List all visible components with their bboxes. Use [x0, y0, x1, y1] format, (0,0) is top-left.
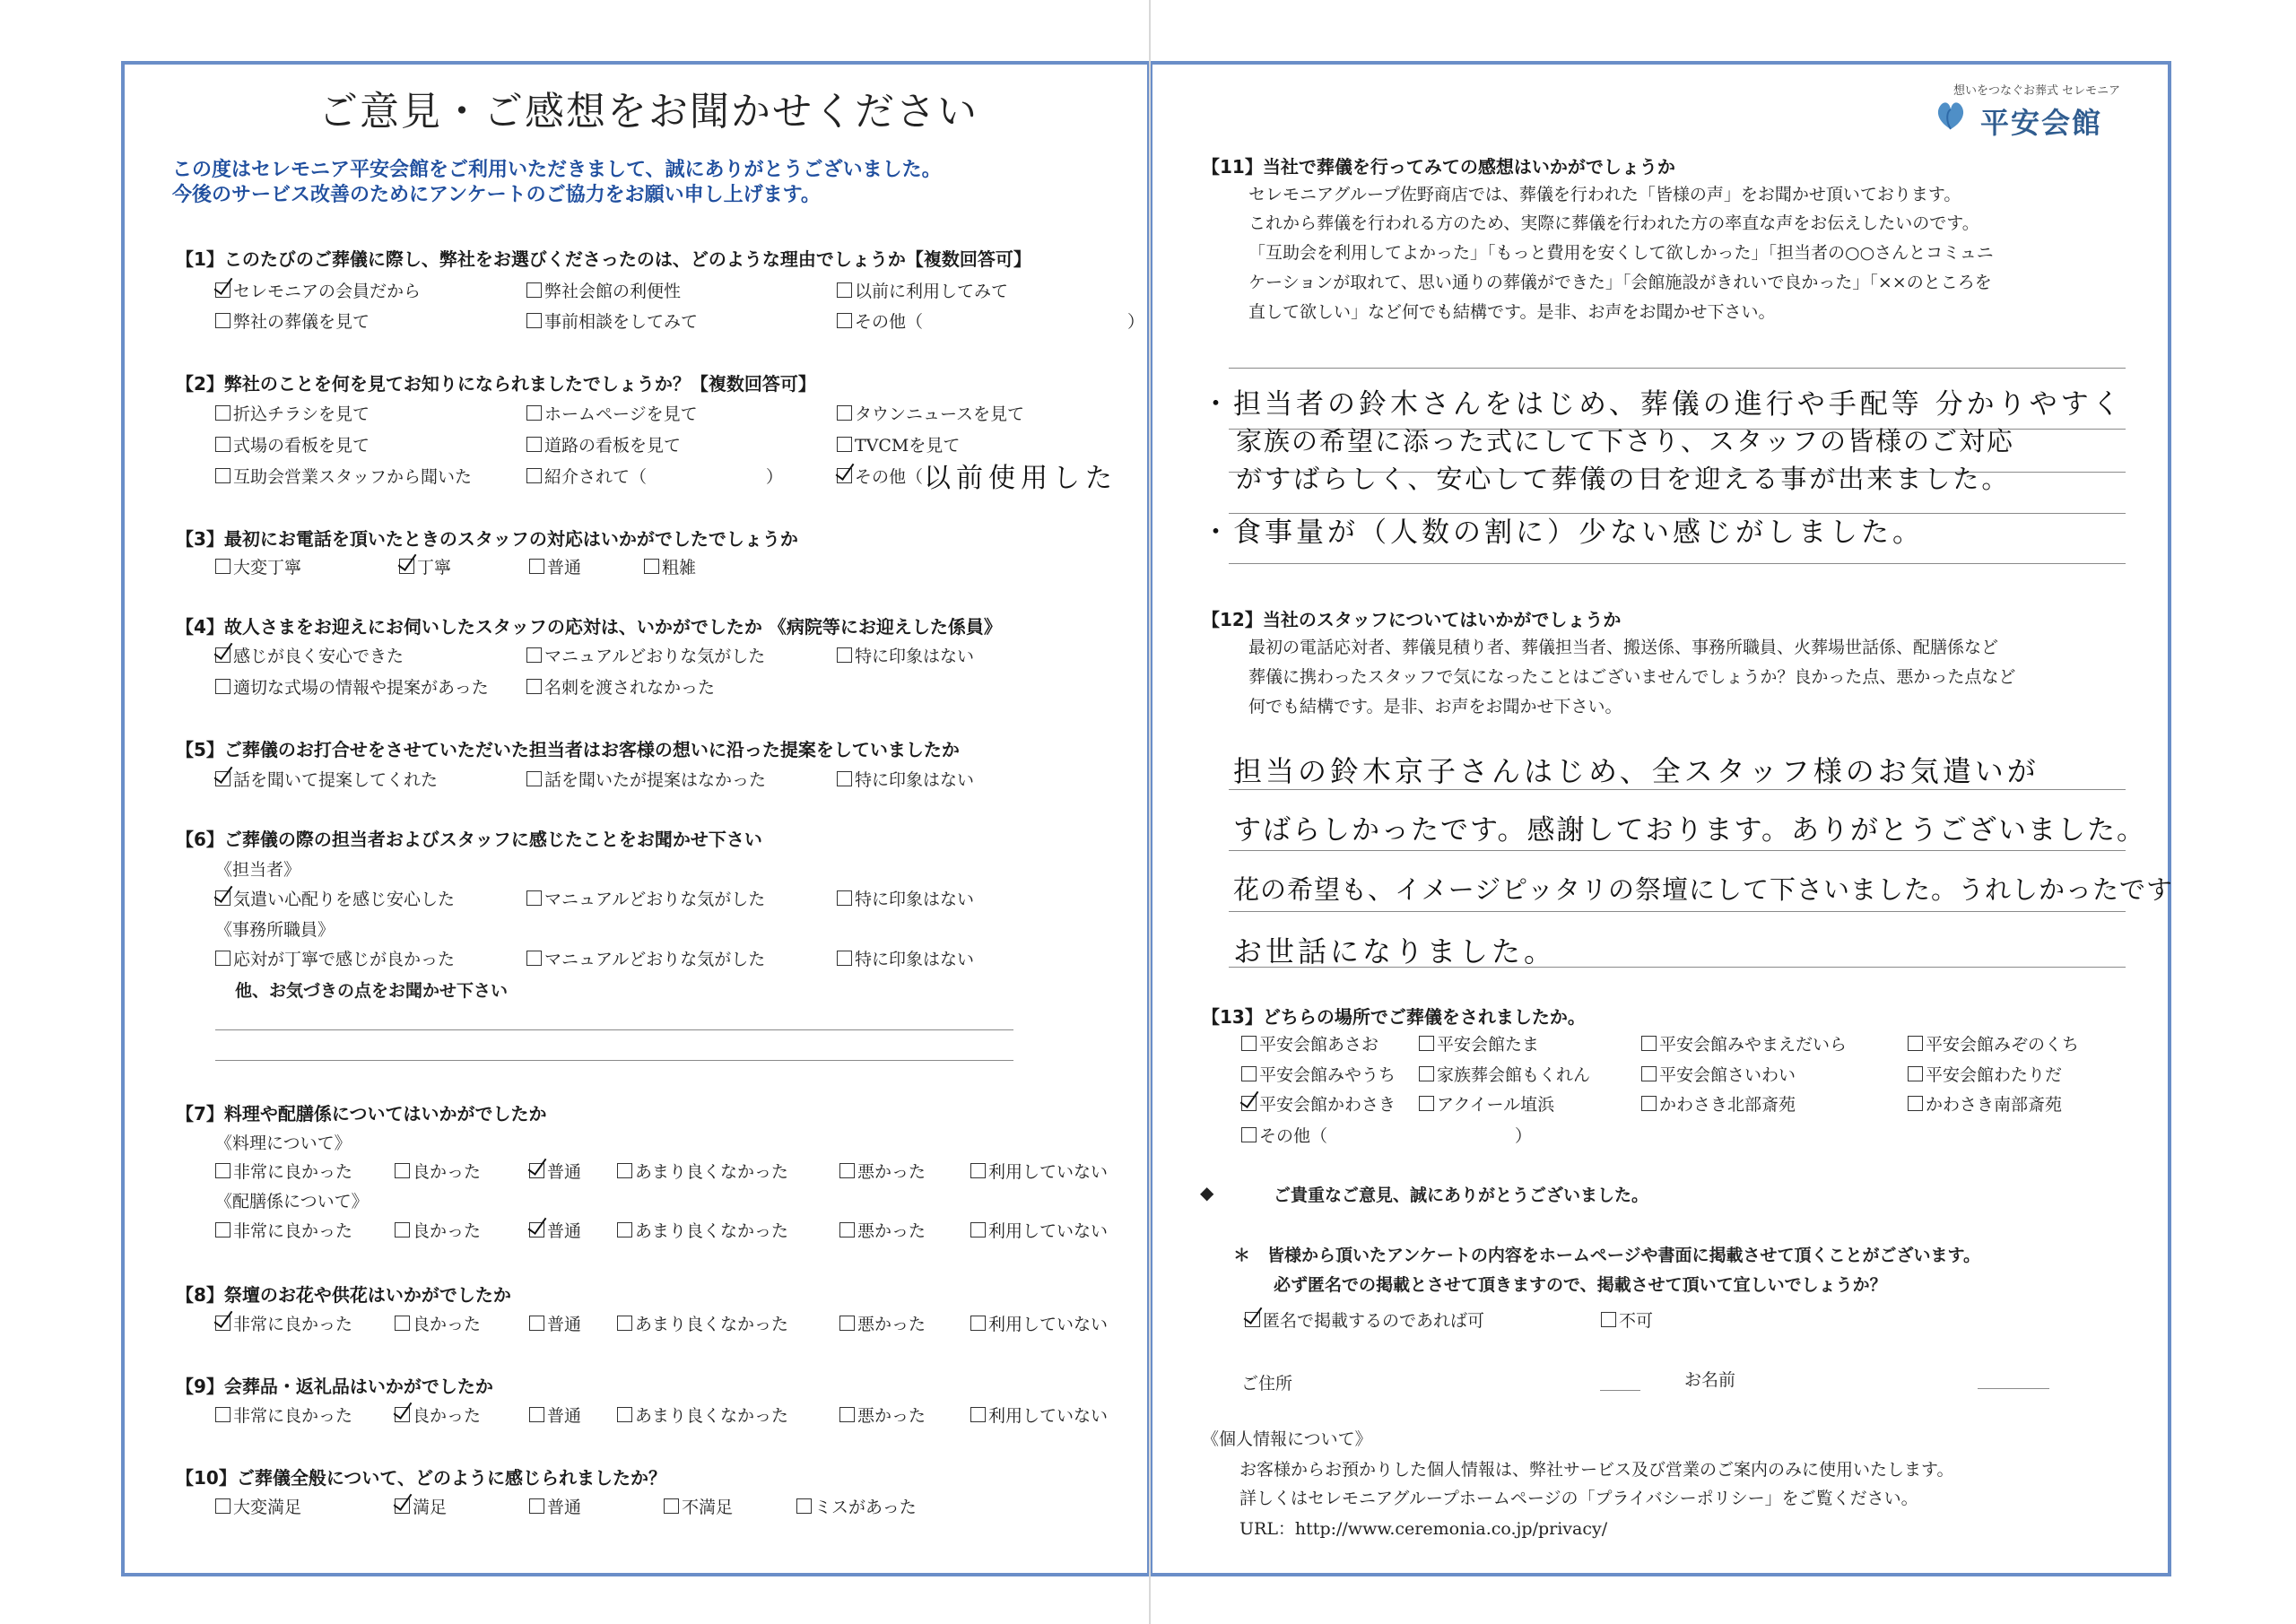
- consent-line-2: 必ず匿名での掲載とさせて頂きますので、掲載させて頂いて宜しいでしょうか？: [1274, 1275, 1887, 1295]
- checkbox-checked[interactable]: [837, 468, 852, 483]
- q11-handwritten-3: がすばらしく、安心して葬儀の日を迎える事が出来ました。: [1236, 464, 2011, 494]
- q8-option-normal[interactable]: 普通: [529, 1311, 581, 1335]
- checkbox[interactable]: [215, 313, 230, 328]
- q6-office-option-no-impression[interactable]: 特に印象はない: [837, 946, 974, 970]
- q11-handwritten-4: ・食事量が（人数の割に）少ない感じがしました。: [1202, 517, 1924, 549]
- checkbox[interactable]: [526, 282, 542, 298]
- q10-option-unsatisfied[interactable]: 不満足: [664, 1494, 733, 1518]
- q2-option-hall-sign[interactable]: 式場の看板を見て: [215, 432, 370, 456]
- q7-food-option-normal[interactable]: 普通: [529, 1159, 581, 1183]
- intro-line-2: 今後のサービス改善のためにアンケートのご協力をお願い申し上げます。: [172, 184, 821, 206]
- checkbox[interactable]: [529, 559, 544, 574]
- checkbox[interactable]: [526, 771, 542, 786]
- checkbox[interactable]: [526, 468, 542, 483]
- checkbox[interactable]: [617, 1316, 632, 1331]
- q13-option-other[interactable]: その他（ ）: [1241, 1123, 1532, 1147]
- q11-body-1: セレモニアグループ佐野商店では、葬儀を行われた「皆様の声」をお聞かせ頂いております。: [1248, 185, 1961, 204]
- checkbox[interactable]: [1641, 1096, 1657, 1111]
- checkbox[interactable]: [529, 1316, 544, 1331]
- q13-option-kawasaki[interactable]: 平安会館かわさき: [1241, 1091, 1396, 1116]
- q9-option-not-used[interactable]: 利用していない: [970, 1403, 1108, 1427]
- checkbox[interactable]: [837, 405, 852, 421]
- checkbox[interactable]: [796, 1498, 812, 1514]
- q2-option-homepage[interactable]: ホームページを見て: [526, 401, 698, 425]
- checkbox[interactable]: [837, 647, 852, 663]
- q2-option-sales-staff[interactable]: 互助会営業スタッフから聞いた: [215, 464, 472, 488]
- q5-label: 【5】ご葬儀のお打合せをさせていただいた担当者はお客様の想いに沿った提案をしていましたか: [176, 739, 960, 760]
- privacy-line-1: お客様からお預かりした個人情報は、弊社サービス及び営業のご案内のみに使用いたします。: [1239, 1460, 1954, 1480]
- checkbox[interactable]: [395, 1316, 410, 1331]
- checkbox[interactable]: [1419, 1036, 1434, 1051]
- q2-option-referral[interactable]: 紹介されて（ ）: [526, 464, 783, 488]
- page-title: ご意見・ご感想をお聞かせください: [318, 89, 978, 135]
- checkbox[interactable]: [970, 1163, 986, 1178]
- q10-option-mistake[interactable]: ミスがあった: [796, 1494, 917, 1518]
- q13-option-nanbu[interactable]: かわさき南部斎苑: [1908, 1091, 2062, 1116]
- consent-option-no[interactable]: 不可: [1601, 1307, 1653, 1332]
- q5-option-no-suggestion[interactable]: 話を聞いたが提案はなかった: [526, 767, 766, 791]
- q13-option-tama[interactable]: 平安会館たま: [1419, 1031, 1539, 1055]
- q13-option-hokubu[interactable]: かわさき北部斎苑: [1641, 1091, 1796, 1116]
- q6-staff-option-reassured[interactable]: 気遣い心配りを感じ安心した: [215, 886, 455, 910]
- name-label: お名前: [1684, 1370, 1736, 1390]
- checkbox[interactable]: [839, 1316, 855, 1331]
- privacy-line-2: 詳しくはセレモニアグループホームページの「プライバシーポリシー」をご覧ください。: [1239, 1489, 1918, 1508]
- q13-option-mokuren[interactable]: 家族葬会館もくれん: [1419, 1062, 1590, 1086]
- q7-sub-serving: 《配膳係について》: [215, 1192, 369, 1211]
- checkbox[interactable]: [526, 313, 542, 328]
- q2-option-townnews[interactable]: タウンニュースを見て: [837, 401, 1024, 425]
- checkbox[interactable]: [1419, 1066, 1434, 1081]
- intro-line-1: この度はセレモニア平安会館をご利用いただきまして、誠にありがとうございました。: [172, 159, 942, 181]
- checkbox[interactable]: [1908, 1096, 1923, 1111]
- q11-handwritten-1: ・担当者の鈴木さんをはじめ、葬儀の進行や手配等 分かりやすく: [1202, 388, 2124, 421]
- q13-option-accueil[interactable]: アクイール埴浜: [1419, 1091, 1554, 1116]
- checkbox-checked[interactable]: [215, 771, 230, 786]
- q6-answer-line-2[interactable]: [215, 1060, 1013, 1061]
- q3-option-very-polite[interactable]: 大変丁寧: [215, 554, 301, 578]
- logo-icon: [1933, 99, 1969, 131]
- q13-option-miyauchi[interactable]: 平安会館みやうち: [1241, 1062, 1396, 1086]
- checkbox[interactable]: [215, 1407, 230, 1422]
- checkbox-checked[interactable]: [215, 1316, 230, 1331]
- q8-option-good[interactable]: 良かった: [395, 1311, 481, 1335]
- q12-label: 【12】当社のスタッフについてはいかがでしょうか: [1202, 609, 1622, 630]
- q5-option-no-impression[interactable]: 特に印象はない: [837, 767, 974, 791]
- q7-food-option-not-good[interactable]: あまり良くなかった: [617, 1159, 788, 1183]
- checkbox-checked[interactable]: [1245, 1312, 1260, 1327]
- q6-label: 【6】ご葬儀の際の担当者およびスタッフに感じたことをお聞かせ下さい: [176, 829, 762, 850]
- q4-label: 【4】故人さまをお迎えにお伺いしたスタッフの応対は、いかがでしたか 《病院等にお迎えした係員》: [176, 616, 1002, 638]
- q4-option-no-impression[interactable]: 特に印象はない: [837, 643, 974, 667]
- checkbox[interactable]: [1241, 1036, 1257, 1051]
- checkbox[interactable]: [839, 1407, 855, 1422]
- q12-handwritten-3: 花の希望も、イメージピッタリの祭壇にして下さいました。うれしかったです: [1233, 874, 2173, 905]
- checkbox-checked[interactable]: [399, 559, 414, 574]
- checkbox[interactable]: [215, 559, 230, 574]
- q7-sub-food: 《料理について》: [215, 1133, 352, 1153]
- q1-option-previous[interactable]: 以前に利用してみて: [837, 278, 1008, 302]
- checkbox[interactable]: [526, 679, 542, 694]
- q3-option-polite[interactable]: 丁寧: [399, 554, 451, 578]
- q11-body-5: 直して欲しい」など何でも結構です。是非、お声をお聞かせ下さい。: [1248, 302, 1776, 322]
- checkbox[interactable]: [215, 951, 230, 966]
- address-label: ご住所: [1241, 1374, 1293, 1394]
- q1-option-consultation[interactable]: 事前相談をしてみて: [526, 308, 698, 333]
- q10-option-very-satisfied[interactable]: 大変満足: [215, 1494, 301, 1518]
- q3-label: 【3】最初にお電話を頂いたときのスタッフの対応はいかがでしたでしょうか: [176, 528, 798, 550]
- q8-option-very-good[interactable]: 非常に良かった: [215, 1311, 352, 1335]
- checkbox[interactable]: [526, 405, 542, 421]
- thanks-text: ご貴重なご意見、誠にありがとうございました。: [1274, 1185, 1649, 1205]
- q11-body-4: ケーションが取れて、思い通りの葬儀ができた」「会館施設がきれいで良かった」「××のところを: [1248, 273, 1992, 292]
- q9-label: 【9】会葬品・返礼品はいかがでしたか: [176, 1376, 493, 1397]
- q13-option-saiwai[interactable]: 平安会館さいわい: [1641, 1062, 1796, 1086]
- q3-option-rude[interactable]: 粗雑: [644, 554, 696, 578]
- q11-line-5[interactable]: [1229, 563, 2126, 564]
- q2-label: 【2】弊社のことを何を見てお知りになられましたでしょうか？【複数回答可】: [176, 373, 816, 395]
- checkbox[interactable]: [215, 679, 230, 694]
- q6-answer-line-1[interactable]: [215, 1029, 1013, 1030]
- checkbox[interactable]: [664, 1498, 679, 1514]
- q13-option-mizonokuchi[interactable]: 平安会館みぞのくち: [1908, 1031, 2079, 1055]
- consent-option-anonymous[interactable]: 匿名で掲載するのであれば可: [1245, 1307, 1484, 1332]
- checkbox[interactable]: [526, 890, 542, 906]
- q4-option-suggestion[interactable]: 適切な式場の情報や提案があった: [215, 674, 489, 699]
- q13-label: 【13】どちらの場所でご葬儀をされましたか。: [1202, 1006, 1586, 1028]
- checkbox[interactable]: [215, 1222, 230, 1238]
- q10-label: 【10】ご葬儀全般について、どのように感じられましたか？: [176, 1467, 667, 1489]
- checkbox[interactable]: [529, 1498, 544, 1514]
- q11-label: 【11】当社で葬儀を行ってみての感想はいかがでしょうか: [1202, 156, 1675, 178]
- q9-option-not-good[interactable]: あまり良くなかった: [617, 1403, 788, 1427]
- q11-body-3: 「互助会を利用してよかった」「もっと費用を安くして欲しかった」「担当者の○○さんとコミュニ: [1248, 243, 1994, 263]
- checkbox[interactable]: [970, 1316, 986, 1331]
- checkbox[interactable]: [215, 468, 230, 483]
- q12-handwritten-1: 担当の鈴木京子さんはじめ、全スタッフ様のお気遣いが: [1233, 754, 2039, 788]
- q6-sub-staff: 《担当者》: [215, 860, 301, 880]
- checkbox-checked[interactable]: [1241, 1096, 1257, 1111]
- q4-option-manual[interactable]: マニュアルどおりな気がした: [526, 643, 765, 667]
- checkbox[interactable]: [1641, 1036, 1657, 1051]
- checkbox[interactable]: [839, 1163, 855, 1178]
- q2-option-other[interactable]: その他（: [837, 464, 923, 488]
- checkbox[interactable]: [617, 1163, 632, 1178]
- q13-option-asao[interactable]: 平安会館あさお: [1241, 1031, 1378, 1055]
- q7-food-option-good[interactable]: 良かった: [395, 1159, 481, 1183]
- q4-option-reassuring[interactable]: 感じが良く安心できた: [215, 643, 404, 667]
- q6-sub-office: 《事務所職員》: [215, 920, 335, 940]
- q7-label: 【7】料理や配膳係についてはいかがでしたか: [176, 1103, 547, 1125]
- q13-option-miyamaedaira[interactable]: 平安会館みやまえだいら: [1641, 1031, 1847, 1055]
- privacy-title: 《個人情報について》: [1202, 1429, 1372, 1449]
- checkbox[interactable]: [526, 951, 542, 966]
- logo-tagline: 想いをつなぐお葬式 セレモニア: [1953, 84, 2121, 98]
- q12-body-2: 葬儀に携わったスタッフで気になったことはございませんでしょうか？良かった点、悪かった点など: [1248, 667, 2016, 687]
- checkbox[interactable]: [395, 1163, 410, 1178]
- checkbox-checked[interactable]: [529, 1222, 544, 1238]
- checkbox[interactable]: [617, 1407, 632, 1422]
- q4-option-no-card[interactable]: 名刺を渡されなかった: [526, 674, 715, 699]
- q13-option-wataride[interactable]: 平安会館わたりだ: [1908, 1062, 2062, 1086]
- q12-body-1: 最初の電話応対者、葬儀見積り者、葬儀担当者、搬送係、事務所職員、火葬場世話係、配膳係など: [1248, 638, 1999, 657]
- checkbox-checked[interactable]: [529, 1163, 544, 1178]
- q10-option-satisfied[interactable]: 満足: [395, 1494, 447, 1518]
- q9-option-very-good[interactable]: 非常に良かった: [215, 1403, 352, 1427]
- checkbox[interactable]: [1241, 1066, 1257, 1081]
- privacy-url[interactable]: URL：http://www.ceremonia.co.jp/privacy/: [1239, 1519, 1608, 1539]
- q6-staff-option-no-impression[interactable]: 特に印象はない: [837, 886, 974, 910]
- q1-option-saw-funeral[interactable]: 弊社の葬儀を見て: [215, 308, 370, 333]
- checkbox[interactable]: [215, 1498, 230, 1514]
- checkbox[interactable]: [970, 1407, 986, 1422]
- checkbox[interactable]: [1908, 1036, 1923, 1051]
- q8-label: 【8】祭壇のお花や供花はいかがでしたか: [176, 1284, 511, 1306]
- checkbox-checked[interactable]: [395, 1498, 410, 1514]
- checkbox[interactable]: [529, 1407, 544, 1422]
- checkbox-checked[interactable]: [395, 1407, 410, 1422]
- q12-body-3: 何でも結構です。是非、お声をお聞かせ下さい。: [1248, 697, 1622, 716]
- logo-name: 平安会館: [1980, 106, 2103, 140]
- q8-option-bad[interactable]: 悪かった: [839, 1311, 926, 1335]
- consent-line-1: ＊ 皆様から頂いたアンケートの内容をホームページや書面に掲載させて頂くことがございます。: [1233, 1246, 1980, 1265]
- q8-option-not-used[interactable]: 利用していない: [970, 1311, 1108, 1335]
- checkbox-checked[interactable]: [215, 282, 230, 298]
- q12-line-3[interactable]: [1229, 911, 2126, 912]
- q6-staff-option-manual[interactable]: マニュアルどおりな気がした: [526, 886, 765, 910]
- page-fold: [1149, 0, 1151, 1624]
- q1-option-member[interactable]: セレモニアの会員だから: [215, 278, 421, 302]
- q2-option-tvcm[interactable]: TVCMを見て: [837, 432, 960, 456]
- q7-serving-option-bad[interactable]: 悪かった: [839, 1218, 926, 1242]
- q9-option-bad[interactable]: 悪かった: [839, 1403, 926, 1427]
- q11-line-1[interactable]: [1229, 368, 2126, 369]
- q6-other-label: 他、お気づきの点をお聞かせ下さい: [235, 981, 509, 1001]
- q7-serving-option-not-used[interactable]: 利用していない: [970, 1218, 1108, 1242]
- checkbox[interactable]: [837, 313, 852, 328]
- checkbox[interactable]: [1908, 1066, 1923, 1081]
- q3-option-normal[interactable]: 普通: [529, 554, 581, 578]
- q7-serving-option-good[interactable]: 良かった: [395, 1218, 481, 1242]
- q7-serving-option-normal[interactable]: 普通: [529, 1218, 581, 1242]
- q12-handwritten-2: すばらしかったです。感謝しております。ありがとうございました。: [1233, 814, 2147, 847]
- checkbox[interactable]: [644, 559, 659, 574]
- q6-office-option-polite[interactable]: 応対が丁寧で感じが良かった: [215, 946, 455, 970]
- checkbox[interactable]: [617, 1222, 632, 1238]
- checkbox[interactable]: [395, 1222, 410, 1238]
- checkbox[interactable]: [1641, 1066, 1657, 1081]
- diamond-icon: ◆: [1200, 1182, 1214, 1203]
- checkbox[interactable]: [837, 282, 852, 298]
- q6-office-option-manual[interactable]: マニュアルどおりな気がした: [526, 946, 765, 970]
- q12-handwritten-4: お世話になりました。: [1233, 934, 1557, 968]
- checkbox[interactable]: [1601, 1312, 1616, 1327]
- q7-serving-option-not-good[interactable]: あまり良くなかった: [617, 1218, 788, 1242]
- q2-handwritten-other: 以前使用した: [924, 463, 1118, 494]
- checkbox[interactable]: [215, 437, 230, 452]
- q5-option-listened[interactable]: 話を聞いて提案してくれた: [215, 767, 438, 791]
- q1-option-other[interactable]: その他（ ）: [837, 308, 1144, 333]
- q11-handwritten-2: 家族の希望に添った式にして下さり、スタッフの皆様のご対応: [1236, 426, 2015, 456]
- checkbox[interactable]: [1241, 1127, 1257, 1142]
- q10-option-normal[interactable]: 普通: [529, 1494, 581, 1518]
- q7-food-option-very-good[interactable]: 非常に良かった: [215, 1159, 352, 1183]
- checkbox[interactable]: [526, 647, 542, 663]
- checkbox[interactable]: [837, 771, 852, 786]
- q1-label: 【1】このたびのご葬儀に際し、弊社をお選びくださったのは、どのような理由でしょうか【複数回答可】: [176, 248, 1031, 270]
- checkbox[interactable]: [970, 1222, 986, 1238]
- q2-option-road-sign[interactable]: 道路の看板を見て: [526, 432, 681, 456]
- q9-option-normal[interactable]: 普通: [529, 1403, 581, 1427]
- checkbox[interactable]: [215, 1163, 230, 1178]
- q1-option-convenience[interactable]: 弊社会館の利便性: [526, 278, 681, 302]
- checkbox[interactable]: [839, 1222, 855, 1238]
- q8-option-not-good[interactable]: あまり良くなかった: [617, 1311, 788, 1335]
- checkbox[interactable]: [837, 951, 852, 966]
- q12-line-2[interactable]: [1229, 850, 2126, 851]
- checkbox[interactable]: [1419, 1096, 1434, 1111]
- name-field[interactable]: [1978, 1388, 2049, 1389]
- checkbox[interactable]: [837, 890, 852, 906]
- checkbox-checked[interactable]: [215, 890, 230, 906]
- q11-body-2: これから葬儀を行われる方のため、実際に葬儀を行われた方の率直な声をお伝えしたいのです。: [1248, 213, 1979, 233]
- q2-option-flyer[interactable]: 折込チラシを見て: [215, 401, 370, 425]
- checkbox[interactable]: [837, 437, 852, 452]
- q7-food-option-not-used[interactable]: 利用していない: [970, 1159, 1108, 1183]
- address-field[interactable]: [1600, 1390, 1640, 1391]
- q7-serving-option-very-good[interactable]: 非常に良かった: [215, 1218, 352, 1242]
- checkbox[interactable]: [526, 437, 542, 452]
- q9-option-good[interactable]: 良かった: [395, 1403, 481, 1427]
- q7-food-option-bad[interactable]: 悪かった: [839, 1159, 926, 1183]
- checkbox[interactable]: [215, 405, 230, 421]
- checkbox-checked[interactable]: [215, 647, 230, 663]
